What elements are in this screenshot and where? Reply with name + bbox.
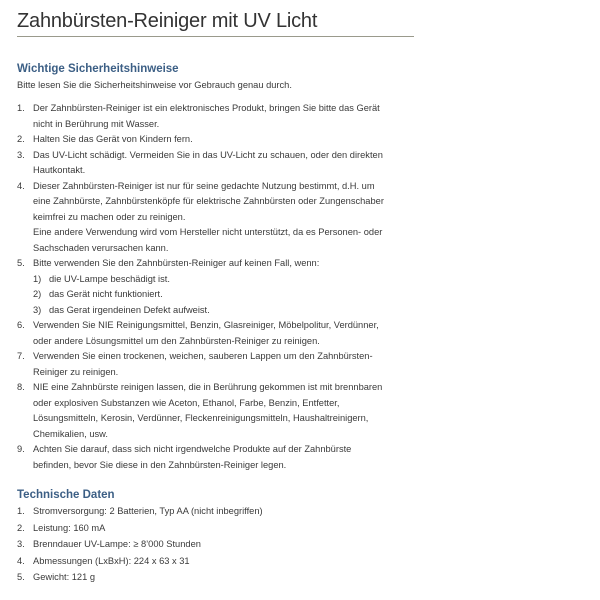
sub-list-item: 2) das Gerät nicht funktioniert. [33,289,163,299]
list-item: 2. Leistung: 160 mA [17,522,106,533]
list-item: 4. Dieser Zahnbürsten-Reiniger ist nur für seine gedachte Nutzung bestimmt, d.H. um eine Zahnbürste, Zahnbürstenköpfe für elektrische Zahnbürsten oder Zungenschaber keimfrei zu machen oder zu reinigen. Eine andere Verwendung wird vom Hersteller nicht unterstützt, da es Personen- oder Sachschaden verursachen kann. [17,180,384,253]
sub-list-item: 1) die UV-Lampe beschädigt ist. [33,273,170,284]
technical-list [17,503,263,586]
list-item: 1. Der Zahnbürsten-Reiniger ist ein elektronisches Produkt, bringen Sie bitte das Gerät nicht in Berührung mit Wasser. [17,103,380,129]
safety-intro: Bitte lesen Sie die Sicherheitshinweise vor Gebrauch genau durch. [17,80,292,90]
list-item: 4. Abmessungen (LxBxH): 224 x 63 x 31 [17,555,190,566]
title-divider [17,36,414,37]
list-item: 3. Brenndauer UV-Lampe: ≥ 8’000 Stunden [17,539,201,550]
list-item: 6. Verwenden Sie NIE Reinigungsmittel, Benzin, Glasreiniger, Möbelpolitur, Verdünner, oder andere Lösungsmittel um den Zahnbürsten-Reiniger zu reinigen. [17,320,379,346]
list-item: 5. Gewicht: 121 g [17,572,96,583]
technical-heading: Technische Daten [17,489,115,501]
safety-heading: Wichtige Sicherheitshinweise [17,63,179,75]
list-item: 3. Das UV-Licht schädigt. Vermeiden Sie in das UV-Licht zu schauen, oder den direkten Hautkontakt. [17,149,383,175]
list-item: 1. Stromversorgung: 2 Batterien, Typ AA (nicht inbegriffen) [17,506,263,516]
list-item: 5. Bitte verwenden Sie den Zahnbürsten-Reiniger auf keinen Fall, wenn: 1) die UV-Lampe beschädigt ist. 2) das Gerät nicht funktioniert. 3) das Gerat irgendeinen Defekt aufweist. [17,256,384,318]
sub-list [33,272,319,319]
sub-list-item: 3) das Gerat irgendeinen Defekt aufweist. [33,304,210,315]
page-title: Zahnbürsten-Reiniger mit UV Licht [17,10,318,32]
list-item: 8. NIE eine Zahnbürste reinigen lassen, die in Berührung gekommen ist mit brennbaren oder explosiven Substanzen wie Aceton, Ethanol, Farbe, Benzin, Entfetter, Lösungsmitteln, Kerosin, Verdünner, Fleckenreinigungsmitteln, Haushaltreinigern, Chemikalien, usw. [17,382,383,439]
list-item: 7. Verwenden Sie einen trockenen, weichen, sauberen Lappen um den Zahnbürsten- Reiniger zu reinigen. [17,351,373,377]
list-item: 9. Achten Sie darauf, dass sich nicht irgendwelche Produkte auf der Zahnbürste befinden, bevor Sie diese in den Zahnbürsten-Reiniger legen. [17,444,352,470]
safety-list [17,101,384,473]
list-item: 2. Halten Sie das Gerät von Kindern fern. [17,134,193,144]
